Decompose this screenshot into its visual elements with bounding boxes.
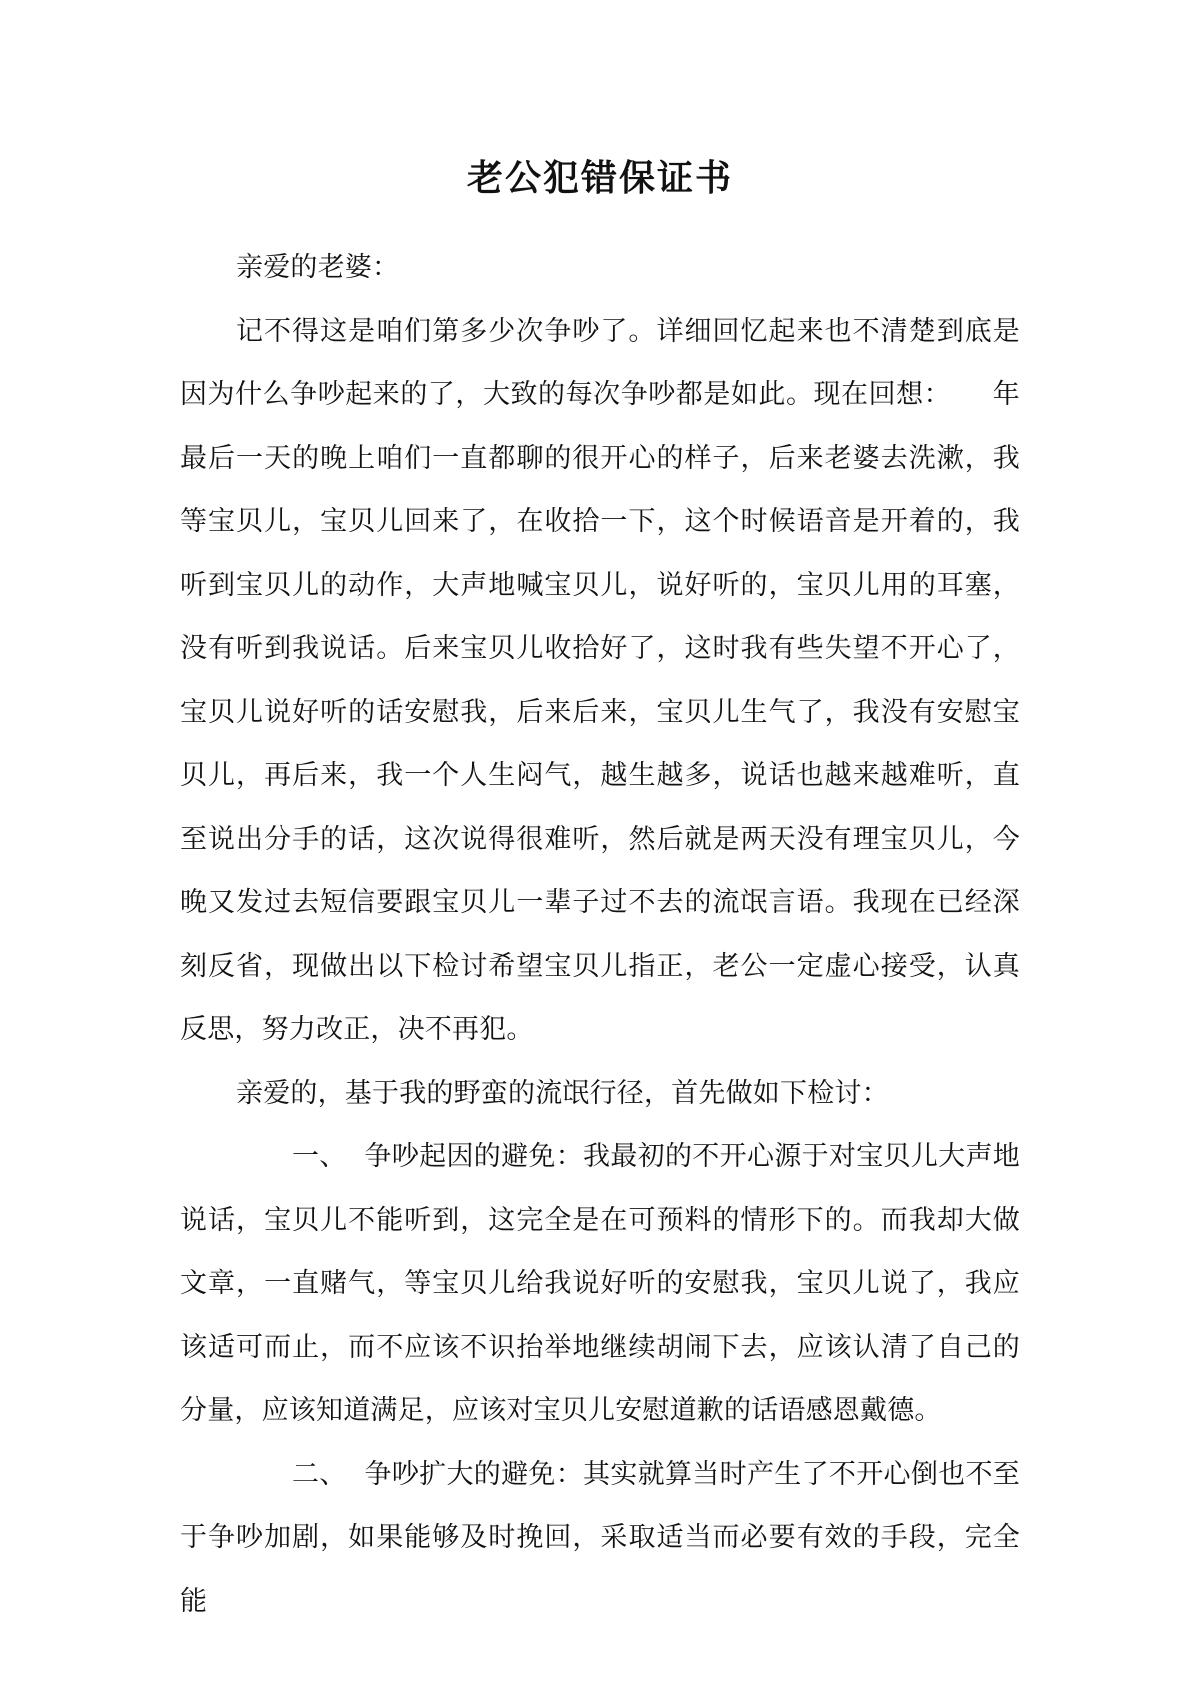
list-item-2-text: 争吵扩大的避免：其实就算当时产生了不开心倒也不至于争吵加剧，如果能够及时挽回，采取适当而必要有效的手段，完全能 bbox=[180, 1458, 1020, 1617]
salutation: 亲爱的老婆： bbox=[236, 252, 400, 283]
page-title: 老公犯错保证书 bbox=[466, 157, 733, 199]
list-item-2 bbox=[180, 1443, 1020, 1634]
list-item-1-text: 争吵起因的避免：我最初的不开心源于对宝贝儿大声地说话，宝贝儿不能听到，这完全是在可预料的情形下的。而我却大做文章，一直赌气，等宝贝儿给我说好听的安慰我，宝贝儿说了，我应该适可而止，而不应该不识抬举地继续胡闹下去，应该认清了自己的分量，应该知道满足，应该对宝贝儿安慰道歉的话语感恩戴德。 bbox=[180, 1141, 1020, 1426]
list-item-2-number: 二、 bbox=[292, 1458, 347, 1490]
paragraph-narrative: 记不得这是咱们第多少次争吵了。详细回忆起来也不清楚到底是因为什么争吵起来的了，大致的每次争吵都是如此。现在回想： 年最后一天的晚上咱们一直都聊的很开心的样子，后来老婆去洗漱，我等宝贝儿，宝贝儿回来了，在收拾一下，这个时候语音是开着的，我听到宝贝儿的动作，大声地喊宝贝儿，说好听的，宝贝儿用的耳塞，没有听到我说话。后来宝贝儿收拾好了，这时我有些失望不开心了，宝贝儿说好听的话安慰我，后来后来，宝贝儿生气了，我没有安慰宝贝儿，再后来，我一个人生闷气，越生越多，说话也越来越难听，直至说出分手的话，这次说得很难听，然后就是两天没有理宝贝儿，今晚又发过去短信要跟宝贝儿一辈子过不去的流氓言语。我现在已经深刻反省，现做出以下检讨希望宝贝儿指正，老公一定虚心接受，认真反思，努力改正，决不再犯。 bbox=[180, 315, 1020, 1045]
list-item-1-number: 一、 bbox=[292, 1141, 347, 1172]
list-item-1 bbox=[180, 1125, 1020, 1443]
paragraph-intro-review: 亲爱的，基于我的野蛮的流氓行径，首先做如下检讨： bbox=[236, 1077, 889, 1109]
